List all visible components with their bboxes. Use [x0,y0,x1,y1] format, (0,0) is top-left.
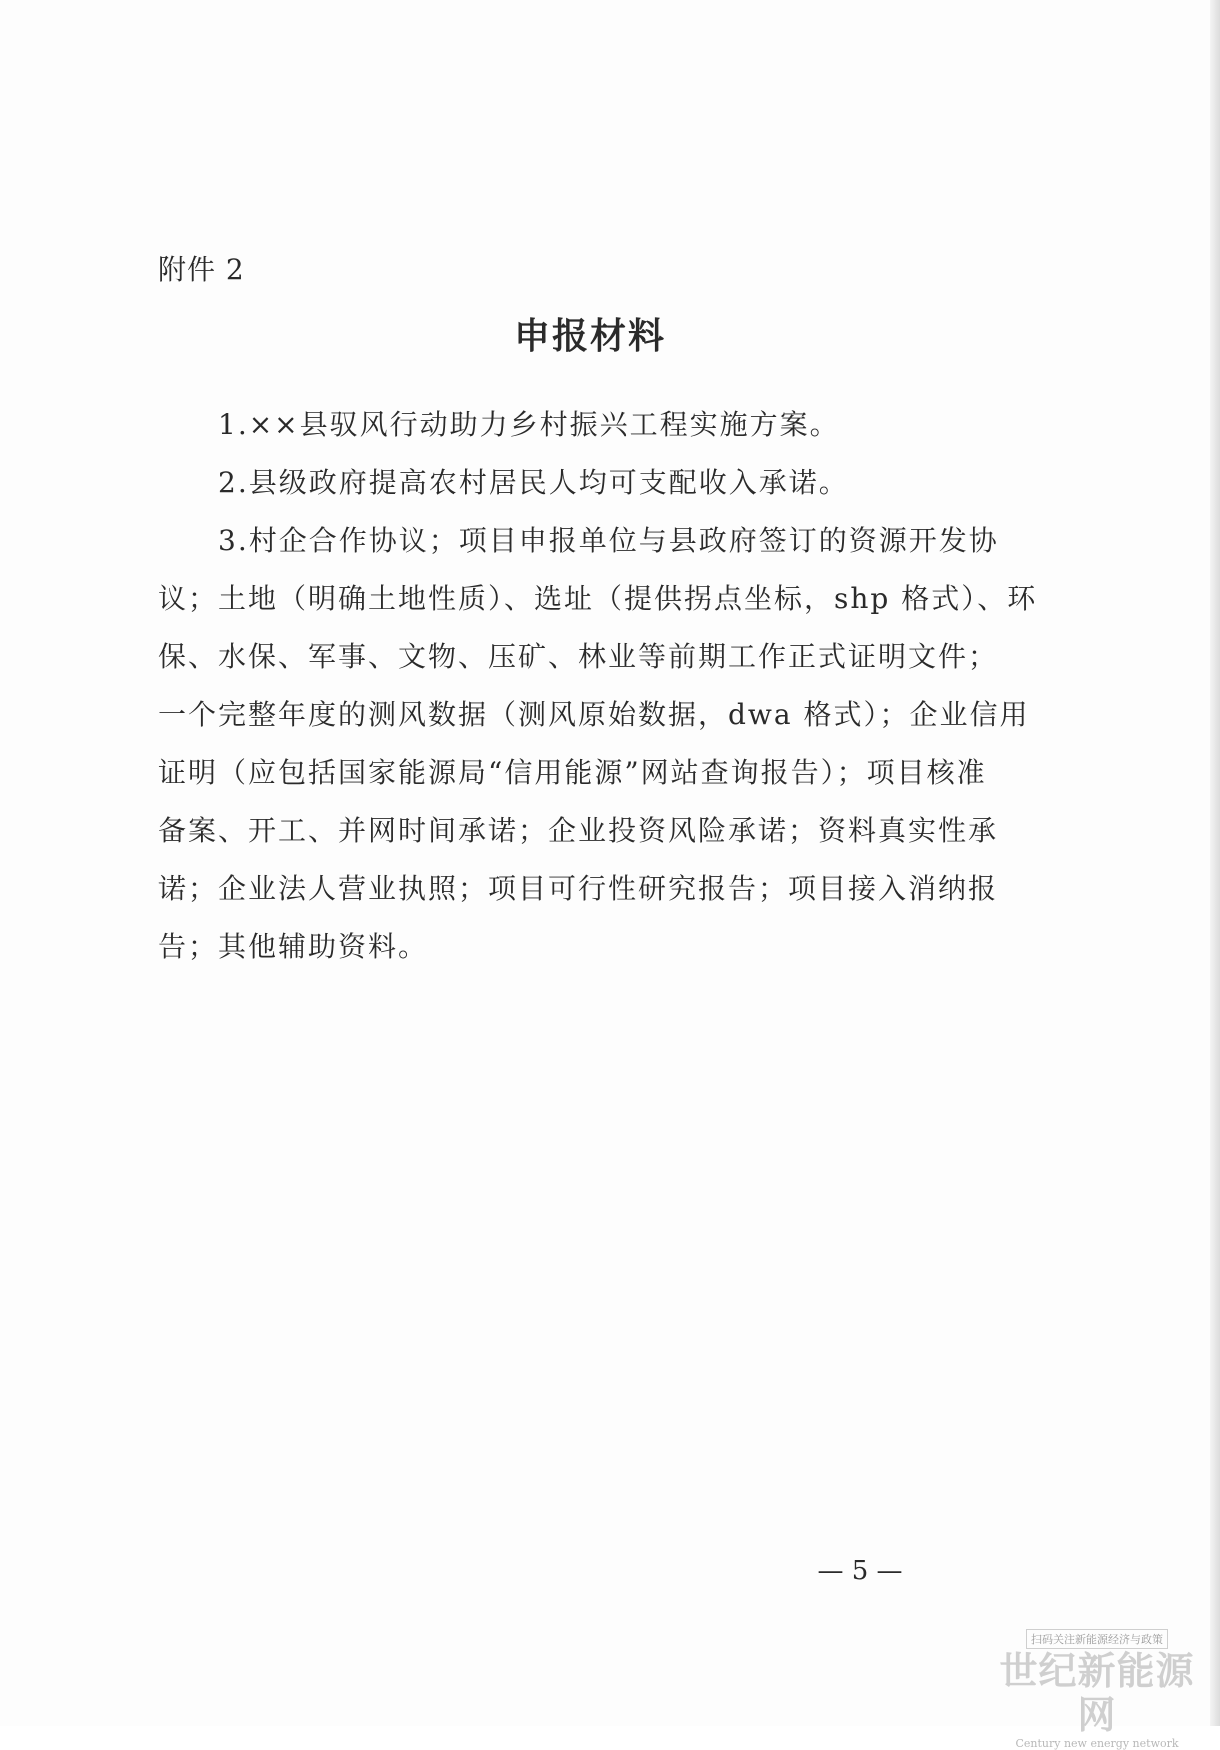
page-number: — 5 — [817,1556,903,1586]
list-item-3-line-4: 证明（应包括国家能源局“信用能源”网站查询报告）；项目核准 [158,756,987,789]
page-edge-shadow [1210,0,1220,1726]
list-item-3-line-2: 保、水保、军事、文物、压矿、林业等前期工作正式证明文件； [158,640,999,673]
watermark-banner: 扫码关注新能源经济与政策 [1026,1629,1168,1649]
list-item-3-line-7: 告；其他辅助资料。 [158,930,429,963]
list-item-3-line-1: 议；土地（明确土地性质）、选址（提供拐点坐标，shp 格式）、环 [158,582,1038,615]
document-title: 申报材料 [513,315,666,357]
attachment-label: 附件 2 [158,253,245,286]
list-item-3-line-5: 备案、开工、并网时间承诺；企业投资风险承诺；资料真实性承 [158,814,999,847]
watermark-subtitle: Century new energy network [1015,1737,1179,1750]
list-item-3-line-3: 一个完整年度的测风数据（测风原始数据，dwa 格式）；企业信用 [158,698,1030,731]
list-item-1: 1.××县驭风行动助力乡村振兴工程实施方案。 [218,408,840,441]
watermark-logo: 世纪新能源网 [999,1648,1195,1737]
list-item-3: 3.村企合作协议；项目申报单位与县政府签订的资源开发协 [218,524,999,557]
watermark [992,1628,1202,1750]
list-item-2: 2.县级政府提高农村居民人均可支配收入承诺。 [218,466,849,499]
list-item-3-line-6: 诺；企业法人营业执照；项目可行性研究报告；项目接入消纳报 [158,872,999,905]
